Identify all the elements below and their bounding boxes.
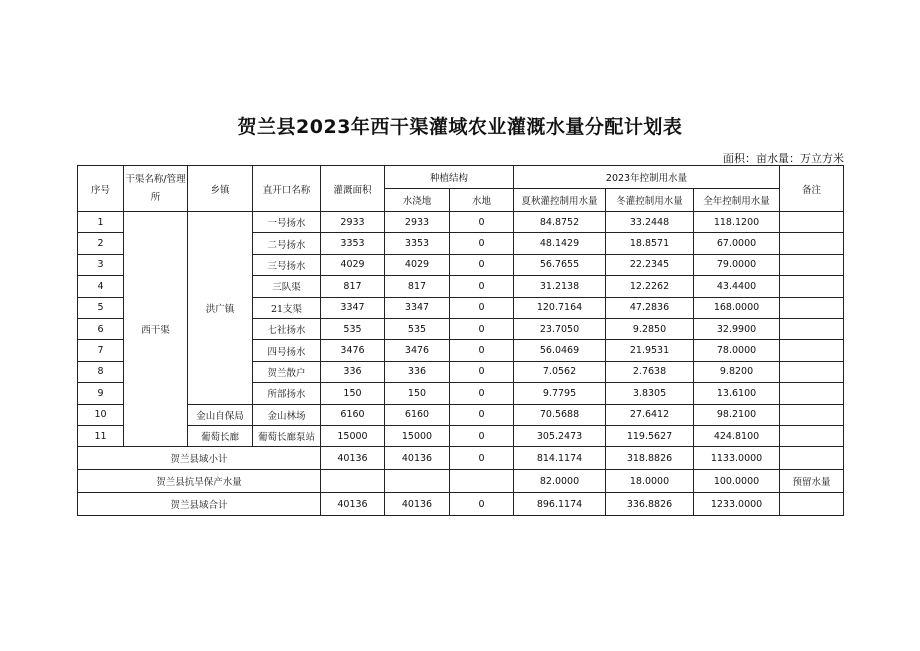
drought-irrigated-cell: [385, 470, 450, 493]
area-cell: 2933: [321, 212, 385, 233]
total-paddy-cell: 0: [450, 493, 514, 516]
summer-autumn-cell: 9.7795: [514, 383, 606, 404]
remarks-cell: [780, 404, 844, 425]
seq-cell: 10: [78, 404, 124, 425]
annual-cell: 67.0000: [694, 233, 780, 254]
winter-cell: 47.2836: [606, 297, 694, 318]
drought-remarks-cell: 预留水量: [780, 470, 844, 493]
annual-cell: 98.2100: [694, 404, 780, 425]
remarks-cell: [780, 425, 844, 446]
water-allocation-table: [77, 165, 844, 516]
table-row: [78, 425, 844, 446]
canal-name-cell: 西干渠: [124, 212, 188, 447]
summer-autumn-cell: 70.5688: [514, 404, 606, 425]
paddy-cell: 0: [450, 404, 514, 425]
township-cell: 葡萄长廊: [188, 425, 253, 446]
subtotal-paddy-cell: 0: [450, 447, 514, 470]
remarks-cell: [780, 212, 844, 233]
outlet-cell: 四号扬水: [253, 340, 321, 361]
winter-cell: 3.8305: [606, 383, 694, 404]
remarks-cell: [780, 383, 844, 404]
winter-cell: 33.2448: [606, 212, 694, 233]
township-cell: 洪广镇: [188, 212, 253, 405]
subtotal-label: 贺兰县域小计: [78, 447, 321, 470]
header-control-2023: 2023年控制用水量: [514, 166, 780, 189]
outlet-cell: 金山林场: [253, 404, 321, 425]
area-cell: 4029: [321, 254, 385, 275]
irrigated-cell: 817: [385, 276, 450, 297]
outlet-cell: 一号扬水: [253, 212, 321, 233]
total-annual-cell: 1233.0000: [694, 493, 780, 516]
paddy-cell: 0: [450, 297, 514, 318]
annual-cell: 32.9900: [694, 318, 780, 339]
remarks-cell: [780, 340, 844, 361]
total-row: [78, 493, 844, 516]
outlet-cell: 贺兰散户: [253, 361, 321, 382]
irrigated-cell: 3476: [385, 340, 450, 361]
annual-cell: 13.6100: [694, 383, 780, 404]
outlet-cell: 七社扬水: [253, 318, 321, 339]
header-annual: 全年控制用水量: [694, 189, 780, 212]
winter-cell: 119.5627: [606, 425, 694, 446]
irrigated-cell: 150: [385, 383, 450, 404]
area-cell: 535: [321, 318, 385, 339]
header-irrigated: 水浇地: [385, 189, 450, 212]
header-outlet: 直开口名称: [253, 166, 321, 212]
winter-cell: 18.8571: [606, 233, 694, 254]
annual-cell: 78.0000: [694, 340, 780, 361]
drought-summer-autumn-cell: 82.0000: [514, 470, 606, 493]
area-cell: 3476: [321, 340, 385, 361]
summer-autumn-cell: 31.2138: [514, 276, 606, 297]
outlet-cell: 21支渠: [253, 297, 321, 318]
winter-cell: 22.2345: [606, 254, 694, 275]
seq-cell: 1: [78, 212, 124, 233]
area-cell: 6160: [321, 404, 385, 425]
drought-row: [78, 470, 844, 493]
total-summer-autumn-cell: 896.1174: [514, 493, 606, 516]
subtotal-annual-cell: 1133.0000: [694, 447, 780, 470]
paddy-cell: 0: [450, 233, 514, 254]
irrigated-cell: 15000: [385, 425, 450, 446]
table-row: [78, 212, 844, 233]
drought-winter-cell: 18.0000: [606, 470, 694, 493]
outlet-cell: 三号扬水: [253, 254, 321, 275]
area-cell: 150: [321, 383, 385, 404]
drought-paddy-cell: [450, 470, 514, 493]
irrigated-cell: 2933: [385, 212, 450, 233]
summer-autumn-cell: 56.0469: [514, 340, 606, 361]
winter-cell: 21.9531: [606, 340, 694, 361]
area-cell: 3353: [321, 233, 385, 254]
irrigated-cell: 3347: [385, 297, 450, 318]
seq-cell: 5: [78, 297, 124, 318]
units-note: 面积：亩水量：万立方米: [723, 152, 844, 165]
summer-autumn-cell: 120.7164: [514, 297, 606, 318]
remarks-cell: [780, 233, 844, 254]
outlet-cell: 二号扬水: [253, 233, 321, 254]
paddy-cell: 0: [450, 361, 514, 382]
header-seq: 序号: [78, 166, 124, 212]
annual-cell: 43.4400: [694, 276, 780, 297]
irrigated-cell: 4029: [385, 254, 450, 275]
paddy-cell: 0: [450, 254, 514, 275]
header-summer-autumn: 夏秋灌控制用水量: [514, 189, 606, 212]
subtotal-area-cell: 40136: [321, 447, 385, 470]
paddy-cell: 0: [450, 425, 514, 446]
irrigated-cell: 535: [385, 318, 450, 339]
annual-cell: 168.0000: [694, 297, 780, 318]
header-area: 灌溉面积: [321, 166, 385, 212]
remarks-cell: [780, 318, 844, 339]
summer-autumn-cell: 7.0562: [514, 361, 606, 382]
irrigated-cell: 3353: [385, 233, 450, 254]
area-cell: 817: [321, 276, 385, 297]
header-structure: 种植结构: [385, 166, 514, 189]
remarks-cell: [780, 297, 844, 318]
subtotal-winter-cell: 318.8826: [606, 447, 694, 470]
paddy-cell: 0: [450, 340, 514, 361]
seq-cell: 4: [78, 276, 124, 297]
winter-cell: 27.6412: [606, 404, 694, 425]
summer-autumn-cell: 84.8752: [514, 212, 606, 233]
winter-cell: 2.7638: [606, 361, 694, 382]
outlet-cell: 葡萄长廊泵站: [253, 425, 321, 446]
subtotal-irrigated-cell: 40136: [385, 447, 450, 470]
header-canal: 干渠名称/管理所: [124, 166, 188, 212]
seq-cell: 7: [78, 340, 124, 361]
total-winter-cell: 336.8826: [606, 493, 694, 516]
area-cell: 336: [321, 361, 385, 382]
subtotal-summer-autumn-cell: 814.1174: [514, 447, 606, 470]
total-irrigated-cell: 40136: [385, 493, 450, 516]
drought-annual-cell: 100.0000: [694, 470, 780, 493]
paddy-cell: 0: [450, 318, 514, 339]
header-winter: 冬灌控制用水量: [606, 189, 694, 212]
annual-cell: 118.1200: [694, 212, 780, 233]
header-remarks: 备注: [780, 166, 844, 212]
remarks-cell: [780, 254, 844, 275]
seq-cell: 11: [78, 425, 124, 446]
page-title: 贺兰县2023年西干渠灌域农业灌溉水量分配计划表: [237, 116, 683, 138]
header-township: 乡镇: [188, 166, 253, 212]
summer-autumn-cell: 56.7655: [514, 254, 606, 275]
paddy-cell: 0: [450, 276, 514, 297]
outlet-cell: 所部扬水: [253, 383, 321, 404]
remarks-cell: [780, 361, 844, 382]
subtotal-remarks-cell: [780, 447, 844, 470]
drought-area-cell: [321, 470, 385, 493]
seq-cell: 2: [78, 233, 124, 254]
header-paddy: 水地: [450, 189, 514, 212]
seq-cell: 6: [78, 318, 124, 339]
summer-autumn-cell: 48.1429: [514, 233, 606, 254]
outlet-cell: 三队渠: [253, 276, 321, 297]
annual-cell: 424.8100: [694, 425, 780, 446]
remarks-cell: [780, 276, 844, 297]
area-cell: 3347: [321, 297, 385, 318]
total-area-cell: 40136: [321, 493, 385, 516]
winter-cell: 12.2262: [606, 276, 694, 297]
annual-cell: 79.0000: [694, 254, 780, 275]
summer-autumn-cell: 23.7050: [514, 318, 606, 339]
paddy-cell: 0: [450, 212, 514, 233]
township-cell: 金山自保局: [188, 404, 253, 425]
area-cell: 15000: [321, 425, 385, 446]
seq-cell: 8: [78, 361, 124, 382]
annual-cell: 9.8200: [694, 361, 780, 382]
paddy-cell: 0: [450, 383, 514, 404]
seq-cell: 3: [78, 254, 124, 275]
winter-cell: 9.2850: [606, 318, 694, 339]
total-remarks-cell: [780, 493, 844, 516]
drought-label: 贺兰县抗旱保产水量: [78, 470, 321, 493]
total-label: 贺兰县域合计: [78, 493, 321, 516]
table-row: [78, 404, 844, 425]
irrigated-cell: 6160: [385, 404, 450, 425]
irrigated-cell: 336: [385, 361, 450, 382]
seq-cell: 9: [78, 383, 124, 404]
summer-autumn-cell: 305.2473: [514, 425, 606, 446]
subtotal-row: [78, 447, 844, 470]
